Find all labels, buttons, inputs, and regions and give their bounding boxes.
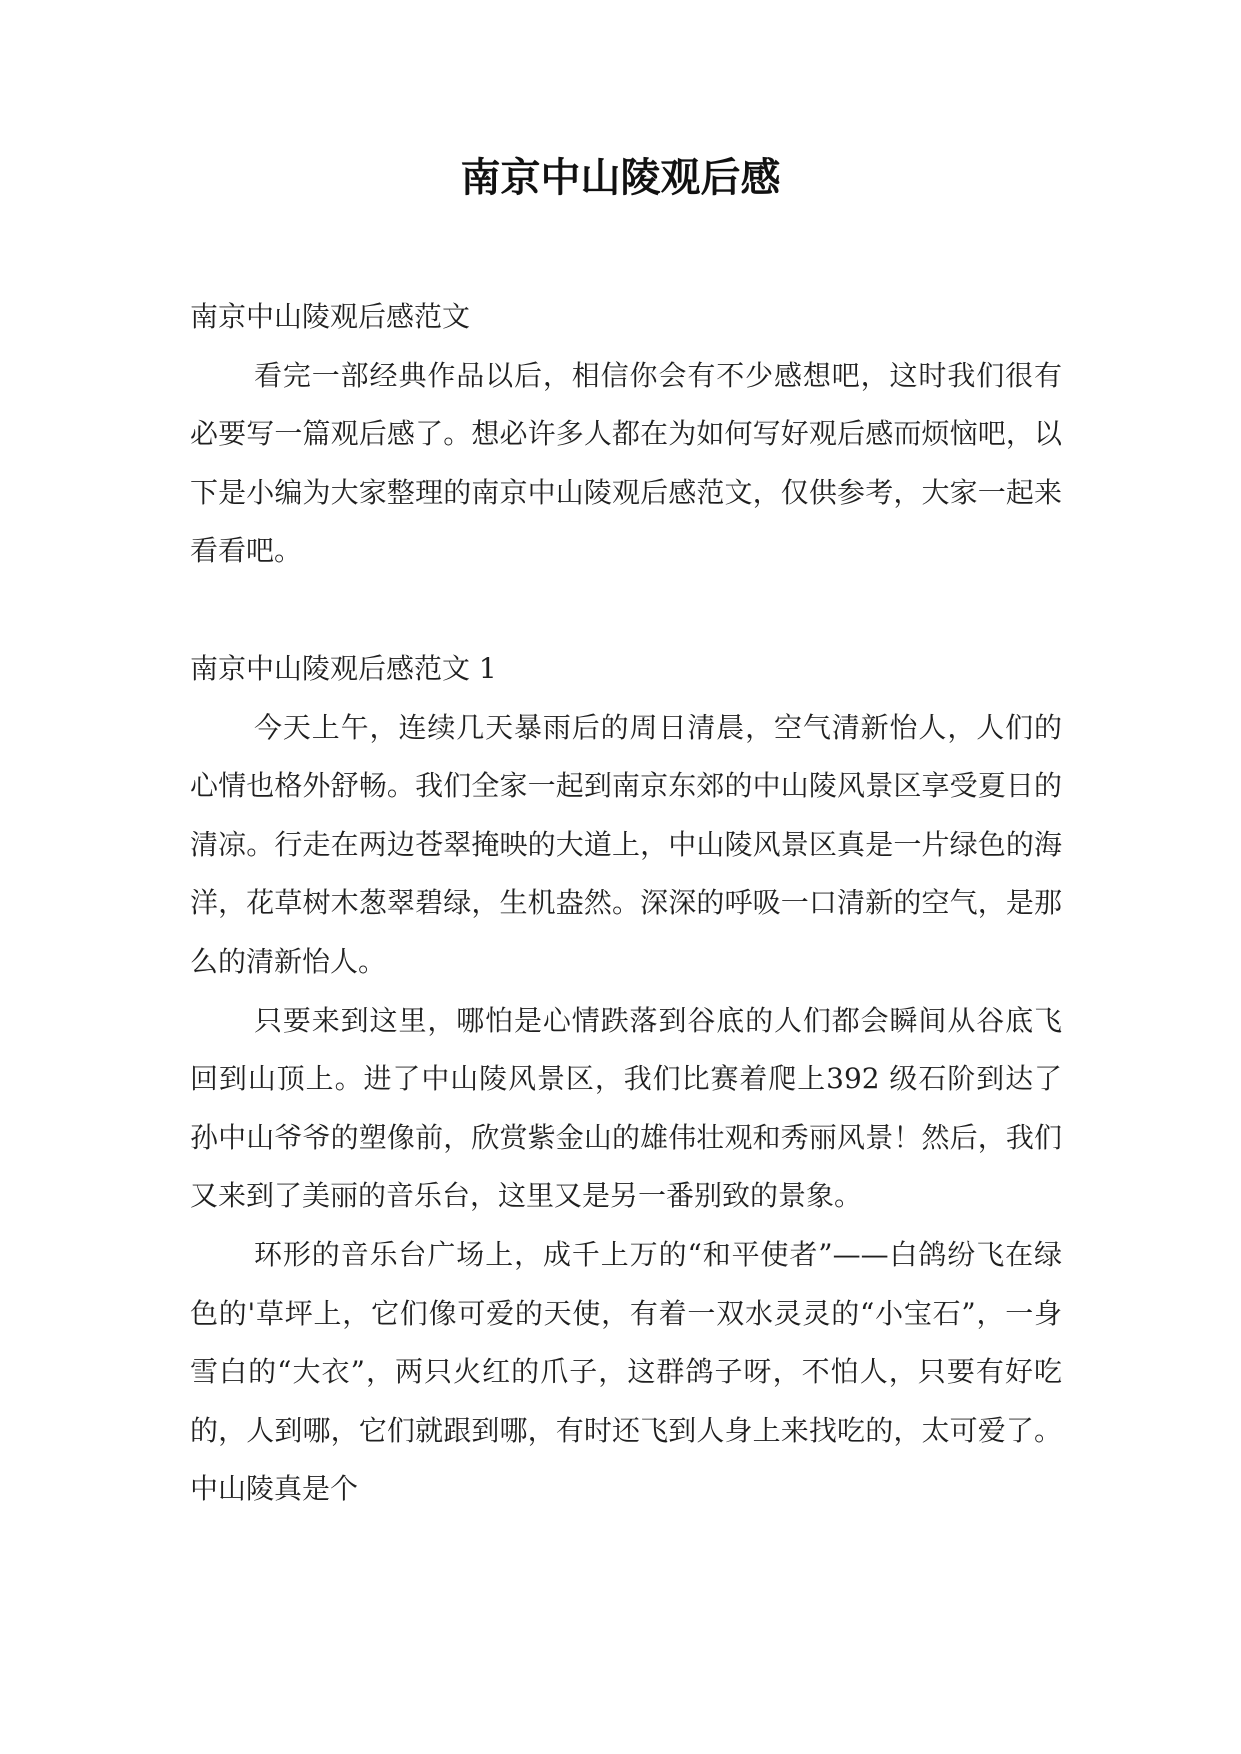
paragraph: 今天上午，连续几天暴雨后的周日清晨，空气清新怡人，人们的心情也格外舒畅。我们全家一起到南京东郊的中山陵风景区享受夏日的清凉。行走在两边苍翠掩映的大道上，中山陵风景区真是一片绿色的海洋，花草树木葱翠碧绿，生机盎然。深深的呼吸一口清新的空气，是那么的清新怡人。 [190,710,1062,978]
paragraph: 环形的音乐台广场上，成千上万的“和平使者”——白鸽纷飞在绿色的'草坪上，它们像可爱的天使，有着一双水灵灵的“小宝石”，一身雪白的“大衣”，两只火红的爪子，这群鸽子呀，不怕人，只要有好吃的，人到哪，它们就跟到哪，有时还飞到人身上来找吃的，太可爱了。中山陵真是个 [190,1237,1062,1506]
paragraph: 看完一部经典作品以后，相信你会有不少感想吧，这时我们很有必要写一篇观后感了。想必许多人都在为如何写好观后感而烦恼吧，以下是小编为大家整理的南京中山陵观后感范文，仅供参考，大家一起来看看吧。 [190,358,1062,568]
document-body [190,288,1062,1519]
paragraph: 只要来到这里，哪怕是心情跌落到谷底的人们都会瞬间从谷底飞回到山顶上。进了中山陵风景区，我们比赛着爬上392 级石阶到达了孙中山爷爷的塑像前，欣赏紫金山的雄伟壮观和秀丽风景！然后，我们又来到了美丽的音乐台，这里又是另一番别致的景象。 [190,1003,1062,1213]
section-heading: 南京中山陵观后感范文 [190,300,471,333]
section-heading: 南京中山陵观后感范文 1 [190,651,497,685]
section-spacer [190,581,1062,640]
document-title: 南京中山陵观后感 [460,155,781,201]
